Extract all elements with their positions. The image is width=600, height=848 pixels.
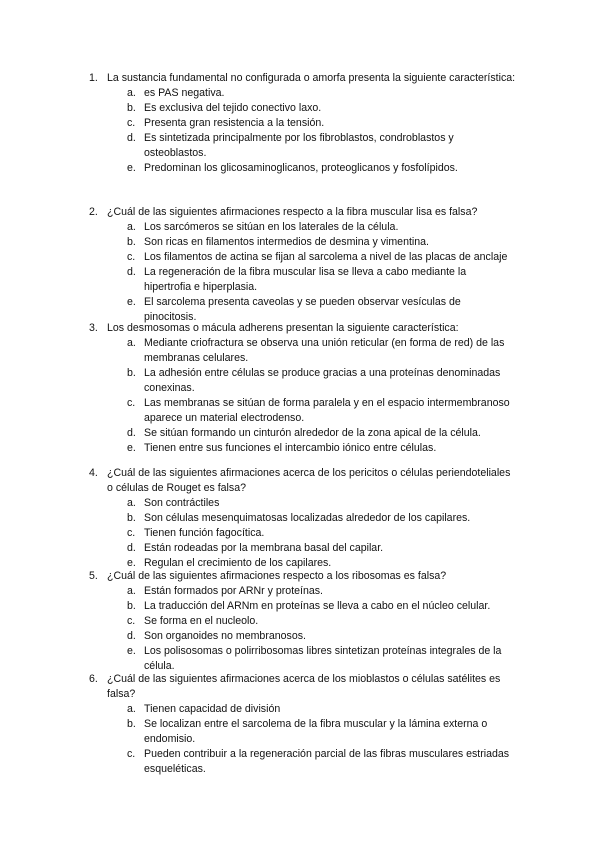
option-letter: d. <box>127 427 136 439</box>
option-text: Mediante criofractura se observa una unión reticular (en forma de red) de las membranas celulares. <box>144 337 505 364</box>
option-letter: e. <box>127 645 136 657</box>
option-text: Se sitúan formando un cinturón alrededor de la zona apical de la célula. <box>144 427 481 439</box>
question-text: ¿Cuál de las siguientes afirmaciones respecto a los ribosomas es falsa? <box>107 570 447 582</box>
option-text: Las membranas se sitúan de forma paralela y en el espacio intermembranoso aparece un material electrodenso. <box>144 397 510 424</box>
option-d <box>127 131 516 161</box>
option-letter: d. <box>127 132 136 144</box>
option-e <box>127 161 516 176</box>
option-letter: a. <box>127 703 136 715</box>
options-list <box>0 86 600 176</box>
option-d <box>127 426 516 441</box>
option-d <box>127 629 516 644</box>
question-text: ¿Cuál de las siguientes afirmaciones respecto a la fibra muscular lisa es falsa? <box>107 206 478 218</box>
question-text: Los desmosomas o mácula adherens presentan la siguiente característica: <box>107 322 459 334</box>
question-4 <box>0 466 600 571</box>
option-text: Los polisosomas o polirribosomas libres sintetizan proteínas integrales de la célula. <box>144 645 502 672</box>
question-number: 3. <box>89 322 98 334</box>
option-text: Es sintetizada principalmente por los fibroblastos, condroblastos y osteoblastos. <box>144 132 454 159</box>
option-text: La traducción del ARNm en proteínas se lleva a cabo en el núcleo celular. <box>144 600 491 612</box>
option-text: Es exclusiva del tejido conectivo laxo. <box>144 102 322 114</box>
option-text: Se localizan entre el sarcolema de la fibra muscular y la lámina externa o endomisio. <box>144 718 488 745</box>
option-letter: d. <box>127 266 136 278</box>
option-d <box>127 541 516 556</box>
question-text: La sustancia fundamental no configurada o amorfa presenta la siguiente característica: <box>107 72 516 84</box>
option-text: Tienen capacidad de división <box>144 703 281 715</box>
option-letter: c. <box>127 251 136 263</box>
options-list <box>0 336 600 456</box>
option-text: Se forma en el nucleolo. <box>144 615 259 627</box>
option-letter: c. <box>127 397 136 409</box>
question-6 <box>0 672 600 777</box>
option-letter: e. <box>127 162 136 174</box>
option-text: es PAS negativa. <box>144 87 225 99</box>
option-text: Son contráctiles <box>144 497 220 509</box>
option-letter: e. <box>127 296 136 308</box>
option-b <box>127 235 516 250</box>
option-c <box>127 396 516 426</box>
option-e <box>127 644 516 674</box>
option-a <box>127 496 516 511</box>
option-b <box>127 366 516 396</box>
option-a <box>127 584 516 599</box>
question-text: ¿Cuál de las siguientes afirmaciones acerca de los mioblastos o células satélites es falsa? <box>107 673 501 700</box>
option-text: Los sarcómeros se sitúan en los laterales de la célula. <box>144 221 399 233</box>
option-b <box>127 101 516 116</box>
option-a <box>127 220 516 235</box>
option-letter: c. <box>127 615 136 627</box>
question-number: 2. <box>89 206 98 218</box>
option-text: Regulan el crecimiento de los capilares. <box>144 557 332 569</box>
option-letter: a. <box>127 337 136 349</box>
option-letter: e. <box>127 442 136 454</box>
options-list <box>0 496 600 571</box>
option-letter: d. <box>127 630 136 642</box>
question-number: 1. <box>89 72 98 84</box>
question-3 <box>0 321 600 456</box>
option-letter: d. <box>127 542 136 554</box>
option-letter: b. <box>127 512 136 524</box>
option-d <box>127 265 516 295</box>
option-b <box>127 599 516 614</box>
option-letter: b. <box>127 600 136 612</box>
option-c <box>127 614 516 629</box>
option-text: Tienen función fagocítica. <box>144 527 265 539</box>
option-text: Están rodeadas por la membrana basal del capilar. <box>144 542 384 554</box>
option-text: Están formados por ARNr y proteínas. <box>144 585 323 597</box>
question-number: 5. <box>89 570 98 582</box>
question-text: ¿Cuál de las siguientes afirmaciones acerca de los pericitos o células periendoteliales o células de Rouget es falsa? <box>107 467 511 494</box>
option-letter: c. <box>127 527 136 539</box>
option-letter: b. <box>127 367 136 379</box>
option-a <box>127 336 516 366</box>
option-c <box>127 116 516 131</box>
option-e <box>127 441 516 456</box>
option-b <box>127 717 516 747</box>
option-letter: b. <box>127 718 136 730</box>
option-b <box>127 511 516 526</box>
option-text: Predominan los glicosaminoglicanos, proteoglicanos y fosfolípidos. <box>144 162 458 174</box>
option-letter: a. <box>127 221 136 233</box>
option-letter: c. <box>127 117 136 129</box>
options-list <box>0 220 600 325</box>
option-letter: e. <box>127 557 136 569</box>
option-c <box>127 747 516 777</box>
question-5 <box>0 569 600 674</box>
option-text: Presenta gran resistencia a la tensión. <box>144 117 325 129</box>
options-list <box>0 702 600 777</box>
option-text: La regeneración de la fibra muscular lisa se lleva a cabo mediante la hipertrofia e hiperplasia. <box>144 266 467 293</box>
option-letter: b. <box>127 236 136 248</box>
option-text: El sarcolema presenta caveolas y se pueden observar vesículas de pinocitosis. <box>144 296 461 323</box>
option-text: Son organoides no membranosos. <box>144 630 306 642</box>
option-a <box>127 702 516 717</box>
option-a <box>127 86 516 101</box>
option-letter: a. <box>127 497 136 509</box>
option-letter: b. <box>127 102 136 114</box>
question-number: 6. <box>89 673 98 685</box>
question-number: 4. <box>89 467 98 479</box>
option-letter: a. <box>127 87 136 99</box>
option-c <box>127 250 516 265</box>
option-c <box>127 526 516 541</box>
option-text: La adhesión entre células se produce gracias a una proteínas denominadas conexinas. <box>144 367 501 394</box>
option-text: Son células mesenquimatosas localizadas alrededor de los capilares. <box>144 512 471 524</box>
option-text: Pueden contribuir a la regeneración parcial de las fibras musculares estriadas esqueléticas. <box>144 748 510 775</box>
option-text: Los filamentos de actina se fijan al sarcolema a nivel de las placas de anclaje <box>144 251 508 263</box>
option-letter: a. <box>127 585 136 597</box>
question-1 <box>0 71 600 176</box>
option-text: Son ricas en filamentos intermedios de desmina y vimentina. <box>144 236 429 248</box>
options-list <box>0 584 600 674</box>
option-text: Tienen entre sus funciones el intercambio iónico entre células. <box>144 442 437 454</box>
option-letter: c. <box>127 748 136 760</box>
question-2 <box>0 205 600 325</box>
